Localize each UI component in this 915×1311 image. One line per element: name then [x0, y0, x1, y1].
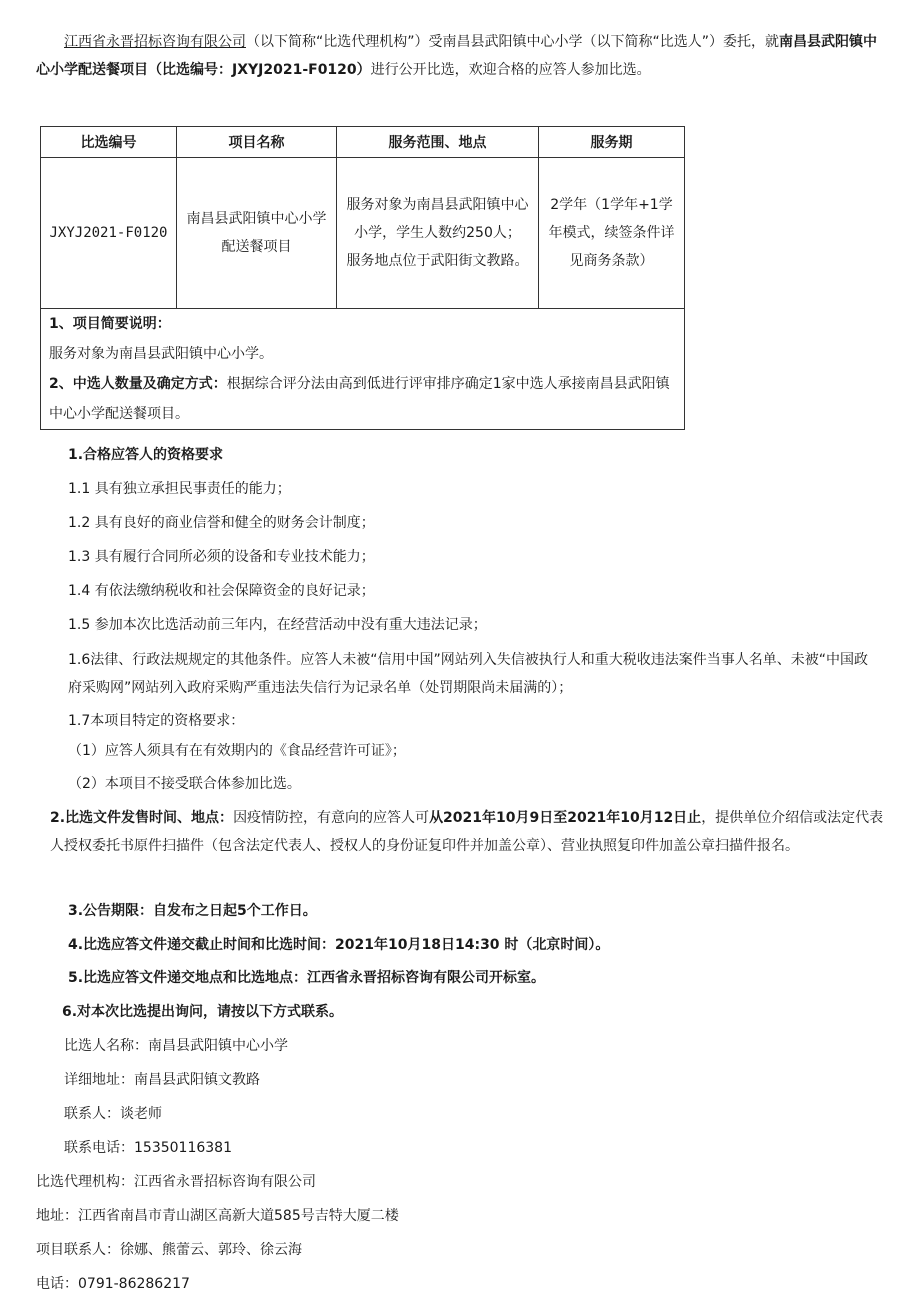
- agency-name: 比选代理机构：江西省永晋招标咨询有限公司: [36, 1174, 316, 1190]
- scope-line-2: 服务地点位于武阳街文教路。: [346, 253, 529, 269]
- section-5: 5.比选应答文件递交地点和比选地点：江西省永晋招标咨询有限公司开标室。: [68, 970, 546, 986]
- buyer-contact-person: 联系人：谈老师: [64, 1106, 162, 1122]
- header-scope: 服务范围、地点: [337, 127, 539, 158]
- qual-item-4: 1.4 有依法缴纳税收和社会保障资金的良好记录；: [68, 583, 375, 599]
- project-table: [40, 126, 685, 430]
- intro-paragraph: [36, 28, 878, 84]
- sec2-text-b: ，提供单位介绍信或法定代表人授权委托书原件扫描件（包含法定代表人、授权人的身份证复印件并加盖公章）、营业执照复印件加盖公章扫描件报名。: [50, 810, 884, 854]
- qual-item-2: 1.2 具有良好的商业信誉和健全的财务会计制度；: [68, 515, 375, 531]
- section-2: [50, 804, 886, 860]
- agency-name-link[interactable]: 江西省永晋招标咨询有限公司: [64, 34, 246, 50]
- qual-sub-1: （1）应答人须具有在有效期内的《食品经营许可证》；: [68, 743, 406, 759]
- qual-item-7: 1.7本项目特定的资格要求：: [68, 713, 245, 729]
- cell-code: JXYJ2021-F0120: [41, 158, 177, 309]
- buyer-phone: 联系电话：15350116381: [64, 1140, 232, 1156]
- scope-line-1: 服务对象为南昌县武阳镇中心小学，学生人数约250人；: [346, 197, 529, 241]
- section-4: 4.比选应答文件递交截止时间和比选时间：2021年10月18日14:30 时（北京时间）。: [68, 937, 610, 953]
- sec2-text-a: 因疫情防控，有意向的应答人可: [233, 810, 430, 826]
- qual-sub-2: （2）本项目不接受联合体参加比选。: [68, 776, 301, 792]
- cell-name: 南昌县武阳镇中心小学配送餐项目: [177, 158, 337, 309]
- buyer-name: 比选人名称：南昌县武阳镇中心小学: [64, 1038, 288, 1054]
- sec2-bold: 从2021年10月9日至2021年10月12日止: [429, 810, 702, 826]
- intro-text-a: （以下简称“比选代理机构”）受南昌县武阳镇中心小学（以下简称“比选人”）委托，就: [246, 34, 780, 50]
- sec2-label: 2.比选文件发售时间、地点：: [50, 810, 234, 826]
- qual-item-1: 1.1 具有独立承担民事责任的能力；: [68, 481, 291, 497]
- buyer-address: 详细地址：南昌县武阳镇文教路: [64, 1072, 260, 1088]
- intro-text-b: 进行公开比选，欢迎合格的应答人参加比选。: [370, 62, 651, 78]
- agency-address: 地址：江西省南昌市青山湖区高新大道585号吉特大厦二楼: [36, 1208, 399, 1224]
- agency-phone: 电话：0791-86286217: [36, 1276, 190, 1292]
- qual-item-5: 1.5 参加本次比选活动前三年内，在经营活动中没有重大违法记录；: [68, 617, 487, 633]
- header-period: 服务期: [539, 127, 685, 158]
- notes-heading-1: 1、项目简要说明：: [49, 316, 171, 332]
- cell-period: 2学年（1学年+1学年模式，续签条件详见商务条款）: [539, 158, 685, 309]
- header-code: 比选编号: [41, 127, 177, 158]
- intro-project-bold: 南昌县武阳镇中心小学配送餐项目（比选编号：JXYJ2021-F0120）: [36, 34, 878, 78]
- table-notes-row: [41, 309, 685, 430]
- cell-scope: [337, 158, 539, 309]
- notes-para-2: [49, 369, 676, 429]
- notes-heading-2: 2、中选人数量及确定方式：: [49, 376, 227, 392]
- section-6: 6.对本次比选提出询问，请按以下方式联系。: [62, 1004, 344, 1020]
- notes-text-1: 服务对象为南昌县武阳镇中心小学。: [49, 346, 273, 362]
- notes-cell: [41, 309, 685, 430]
- agency-contacts: 项目联系人：徐娜、熊蕾云、郭玲、徐云海: [36, 1242, 302, 1258]
- header-name: 项目名称: [177, 127, 337, 158]
- qual-item-3: 1.3 具有履行合同所必须的设备和专业技术能力；: [68, 549, 375, 565]
- qual-item-6: 1.6法律、行政法规规定的其他条件。应答人未被“信用中国”网站列入失信被执行人和重大税收违法案件当事人名单、未被“中国政府采购网”网站列入政府采购严重违法失信行为记录名单（处罚期限尚未届满的）；: [68, 652, 869, 696]
- quals-heading: 1.合格应答人的资格要求: [68, 447, 224, 463]
- section-3: 3.公告期限：自发布之日起5个工作日。: [68, 903, 317, 919]
- table-header-row: [41, 127, 685, 158]
- notes-text-2: 根据综合评分法由高到低进行评审排序确定1家中选人承接南昌县武阳镇中心小学配送餐项目。: [49, 376, 670, 422]
- table-row: [41, 158, 685, 309]
